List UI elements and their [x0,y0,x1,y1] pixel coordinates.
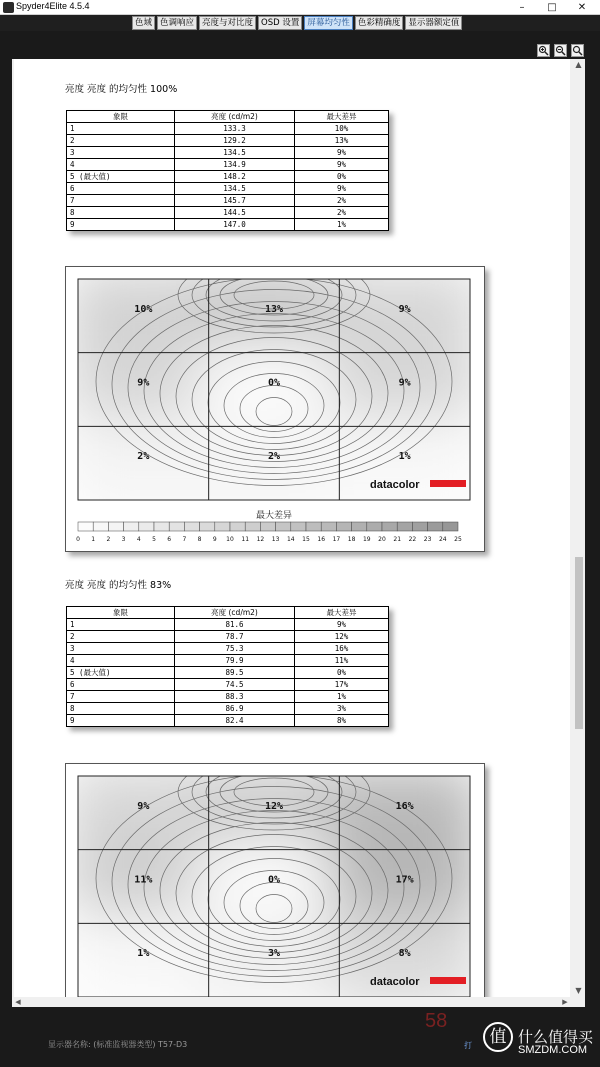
legend-swatch [124,522,139,531]
close-button[interactable]: ✕ [577,2,587,13]
table-cell: 6 [67,679,175,691]
table-cell: 82.4 [175,715,295,727]
table-cell: 3 [67,147,175,159]
table-cell: 12% [295,631,389,643]
quadrant-label: 13% [264,303,284,315]
table-cell: 1% [295,219,389,231]
quadrant-label: 9% [398,303,411,315]
section-title-100: 亮度 亮度 的均匀性 100% [65,84,178,95]
legend-swatch [291,522,306,531]
table-row [67,219,389,231]
table-cell: 3% [295,703,389,715]
legend-swatch [412,522,427,531]
legend-swatch [276,522,291,531]
legend-tick-label: 4 [136,536,141,543]
legend-tick-label: 18 [347,536,356,543]
uniformity-table-83 [66,606,389,727]
table-row [67,619,389,631]
legend-swatch [260,522,275,531]
table-row [67,643,389,655]
table-row [67,195,389,207]
zoom-out-icon[interactable] [554,44,567,57]
table-cell: 134.9 [175,159,295,171]
table-cell: 11% [295,655,389,667]
horizontal-scrollbar[interactable] [12,997,585,1007]
table-cell: 9% [295,183,389,195]
legend-swatch [428,522,443,531]
legend-tick-label: 15 [302,536,310,543]
quadrant-label: 0% [267,874,281,886]
table-cell: 5 (最大值) [67,667,175,679]
table-cell: 0% [295,171,389,183]
heat-cell [68,416,219,510]
table-cell: 2% [295,195,389,207]
quadrant-label: 1% [398,451,411,463]
legend-swatch [336,522,351,531]
table-cell: 79.9 [175,655,295,667]
table-cell: 144.5 [175,207,295,219]
table-cell: 6 [67,183,175,195]
legend-swatch [108,522,123,531]
legend-swatch [78,522,93,531]
watermark-58: 58 [425,1010,448,1032]
datacolor-bar [430,480,466,487]
legend-swatch [184,522,199,531]
minimize-button[interactable]: – [519,2,525,13]
table-cell: 147.0 [175,219,295,231]
tab-3[interactable]: OSD 设置 [258,16,302,30]
legend-tick-label: 10 [226,536,234,543]
table-cell: 1 [67,123,175,135]
column-header: 最大差异 [295,607,389,619]
table-cell: 74.5 [175,679,295,691]
table-cell: 8 [67,207,175,219]
legend-swatch [139,522,154,531]
legend-tick-label: 21 [393,536,402,543]
tab-2[interactable]: 亮度与对比度 [199,16,256,30]
quadrant-label: 2% [267,451,281,463]
table-cell: 9% [295,147,389,159]
table-cell: 134.5 [175,183,295,195]
table-cell: 145.7 [175,195,295,207]
uniformity-table-100 [66,110,389,231]
heat-cell [199,416,350,510]
tab-list [132,16,464,30]
title-bar [0,0,600,15]
table-cell: 9% [295,619,389,631]
table-row [67,631,389,643]
legend-tick-label: 8 [197,536,202,543]
table-cell: 81.6 [175,619,295,631]
table-row [67,123,389,135]
legend-swatch [367,522,382,531]
smzdm-logo: 值 [483,1022,513,1052]
datacolor-logo: datacolor [370,479,420,491]
table-cell: 7 [67,195,175,207]
datacolor-bar [430,977,466,984]
legend-tick-label: 24 [438,536,447,543]
tab-0[interactable]: 色域 [132,16,155,30]
table-cell: 88.3 [175,691,295,703]
legend-swatch [230,522,245,531]
legend-swatch [93,522,108,531]
legend-tick-label: 22 [408,536,417,543]
uniformity-map-83 [65,763,485,999]
watermark-site: SMZDM.COM [518,1044,588,1056]
print-button[interactable]: 打 [464,1041,472,1050]
quadrant-label: 17% [395,874,414,886]
legend-tick-label: 3 [121,536,126,543]
table-row [67,655,389,667]
table-cell: 1 [67,619,175,631]
table-cell: 78.7 [175,631,295,643]
quadrant-label: 1% [137,948,150,960]
legend-tick-label: 6 [167,536,172,543]
scroll-right-icon[interactable]: ▶ [562,998,568,1006]
legend-swatch [352,522,367,531]
quadrant-label: 12% [264,800,284,812]
table-cell: 9% [295,159,389,171]
window-title: Spyder4Elite 4.5.4 [16,1,90,11]
zoom-in-icon[interactable] [537,44,550,57]
table-row [67,715,389,727]
table-cell: 5 (最大值) [67,171,175,183]
legend-swatch [382,522,397,531]
table-cell: 129.2 [175,135,295,147]
table-cell: 0% [295,667,389,679]
maximize-button[interactable]: □ [547,2,557,13]
table-cell: 2 [67,135,175,147]
tab-1[interactable]: 色调响应 [157,16,197,30]
table-cell: 2% [295,207,389,219]
uniformity-map-100 [65,266,485,552]
legend-tick-label: 19 [362,536,371,543]
legend-tick-label: 11 [241,536,250,543]
quadrant-label: 9% [137,800,150,812]
heat-cell [329,416,480,510]
legend-title: 最大差异 [255,511,293,521]
legend-tick-label: 0 [76,536,80,543]
table-row [67,183,389,195]
quadrant-label: 2% [137,451,150,463]
report-page [14,59,570,999]
table-row [67,691,389,703]
quadrant-label: 10% [134,303,153,315]
column-header: 亮度 (cd/m2) [175,607,295,619]
app-icon [3,2,14,13]
datacolor-logo: datacolor [370,976,420,988]
legend-swatch [443,522,458,531]
watermark-text: 什么值得买 [518,1028,594,1046]
tab-4[interactable]: 屏幕均匀性 [304,16,353,30]
table-row [67,147,389,159]
legend-tick-label: 2 [106,536,111,543]
quadrant-label: 16% [395,800,414,812]
table-cell: 86.9 [175,703,295,715]
tab-6[interactable]: 显示器额定值 [405,16,462,30]
table-cell: 9 [67,715,175,727]
legend-tick-label: 1 [91,536,96,543]
legend-swatch [245,522,260,531]
table-row [67,703,389,715]
column-header: 象限 [67,111,175,123]
table-row [67,679,389,691]
legend-tick-label: 7 [182,536,187,543]
tab-bar [0,15,600,31]
column-header: 最大差异 [295,111,389,123]
legend-tick-label: 9 [212,536,217,543]
table-row [67,135,389,147]
table-cell: 2 [67,631,175,643]
table-cell: 89.5 [175,667,295,679]
legend-swatch [306,522,321,531]
legend-tick-label: 12 [256,536,265,543]
display-name-label: 显示器名称: (标准监视器类型) T57-D3 [48,1040,188,1049]
legend-tick-label: 23 [423,536,432,543]
column-header: 象限 [67,607,175,619]
legend-tick-label: 13 [271,536,280,543]
quadrant-label: 0% [267,377,281,389]
legend-tick-label: 5 [152,536,156,543]
table-cell: 7 [67,691,175,703]
scroll-thumb[interactable] [575,557,583,729]
table-cell: 1% [295,691,389,703]
legend-tick-label: 20 [378,536,386,543]
table-row [67,667,389,679]
table-cell: 9 [67,219,175,231]
table-cell: 8 [67,703,175,715]
legend-tick-label: 25 [454,536,462,543]
table-cell: 3 [67,643,175,655]
table-cell: 75.3 [175,643,295,655]
table-row [67,207,389,219]
table-row [67,171,389,183]
table-cell: 4 [67,159,175,171]
vertical-scrollbar[interactable] [572,59,585,999]
section-title-83: 亮度 亮度 的均匀性 83% [65,580,172,591]
quadrant-label: 9% [398,377,411,389]
table-cell: 17% [295,679,389,691]
legend-swatch [169,522,184,531]
legend-swatch [321,522,336,531]
legend-tick-label: 17 [332,536,341,543]
scroll-left-icon[interactable]: ◀ [15,998,21,1006]
legend-swatch [397,522,412,531]
legend-tick-label: 16 [317,536,326,543]
zoom-fit-icon[interactable] [571,44,584,57]
legend-swatch [154,522,169,531]
table-cell: 8% [295,715,389,727]
legend-swatch [200,522,215,531]
table-row [67,159,389,171]
tab-5[interactable]: 色彩精确度 [355,16,404,30]
quadrant-label: 9% [137,377,150,389]
table-cell: 10% [295,123,389,135]
table-cell: 134.5 [175,147,295,159]
table-cell: 133.3 [175,123,295,135]
table-cell: 148.2 [175,171,295,183]
scroll-down-icon[interactable]: ▼ [575,986,582,995]
legend-tick-label: 14 [286,536,295,543]
table-cell: 16% [295,643,389,655]
quadrant-label: 11% [134,874,153,886]
table-cell: 13% [295,135,389,147]
column-header: 亮度 (cd/m2) [175,111,295,123]
table-cell: 4 [67,655,175,667]
scroll-up-icon[interactable]: ▲ [575,60,582,69]
quadrant-label: 8% [398,948,411,960]
quadrant-label: 3% [267,948,281,960]
legend-swatch [215,522,230,531]
